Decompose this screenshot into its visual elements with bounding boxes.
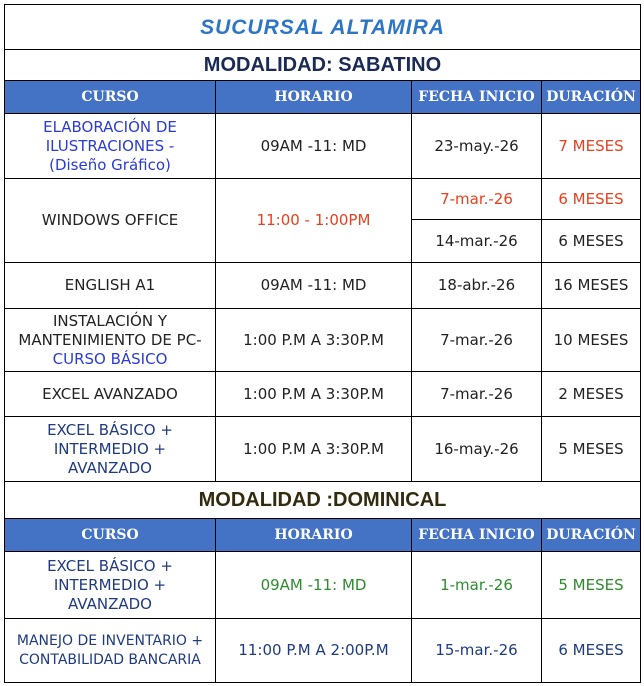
modality-row <box>5 50 641 81</box>
table-row <box>5 619 641 683</box>
course-name <box>5 619 216 683</box>
duration-cell: 16 MESES <box>542 263 641 309</box>
table-row <box>5 309 641 372</box>
schedule-cell: 11:00 - 1:00PM <box>216 179 412 263</box>
table-row <box>5 179 641 220</box>
schedule-cell: 1:00 P.M A 3:30P.M <box>216 417 412 482</box>
duration-cell: 6 MESES <box>542 619 641 683</box>
branch-title: SUCURSAL ALTAMIRA <box>5 5 641 50</box>
col-header-curso: CURSO <box>5 81 216 114</box>
col-header-duracion: DURACIÓN <box>542 519 641 552</box>
col-header-horario: HORARIO <box>216 81 412 114</box>
schedule-cell: 11:00 P.M A 2:00P.M <box>216 619 412 683</box>
duration-cell: 6 MESES <box>542 179 641 220</box>
start-date-cell: 16-may.-26 <box>412 417 542 482</box>
col-header-fecha: FECHA INICIO <box>412 81 542 114</box>
schedule-cell: 09AM -11: MD <box>216 552 412 619</box>
course-name-line: MANTENIMIENTO DE PC- <box>18 330 202 349</box>
course-name <box>5 309 216 372</box>
schedule-cell: 09AM -11: MD <box>216 263 412 309</box>
header-row <box>5 81 641 114</box>
course-name-line: (Diseño Gráfico) <box>49 155 171 174</box>
course-name: ENGLISH A1 <box>5 263 216 309</box>
modality-row <box>5 482 641 519</box>
table-row <box>5 552 641 619</box>
course-name-line: CURSO BÁSICO <box>52 349 168 368</box>
course-name <box>5 552 216 619</box>
start-date-cell: 1-mar.-26 <box>412 552 542 619</box>
course-name-line: INTERMEDIO + <box>53 575 167 594</box>
course-name-line: INTERMEDIO + <box>53 439 167 458</box>
course-name-line: AVANZADO <box>68 458 152 477</box>
table-row <box>5 263 641 309</box>
course-schedule-table <box>4 4 641 683</box>
title-row <box>5 5 641 50</box>
course-name-line: INSTALACIÓN Y <box>53 311 167 330</box>
course-name: EXCEL AVANZADO <box>5 372 216 417</box>
duration-cell: 2 MESES <box>542 372 641 417</box>
course-name-line: AVANZADO <box>68 594 152 613</box>
start-date-cell: 18-abr.-26 <box>412 263 542 309</box>
start-date-cell: 15-mar.-26 <box>412 619 542 683</box>
table-row <box>5 417 641 482</box>
course-name <box>5 114 216 179</box>
start-date-cell: 7-mar.-26 <box>412 372 542 417</box>
duration-cell: 7 MESES <box>542 114 641 179</box>
course-name-line: EXCEL BÁSICO + <box>47 420 173 439</box>
col-header-horario: HORARIO <box>216 519 412 552</box>
table-row <box>5 114 641 179</box>
col-header-fecha: FECHA INICIO <box>412 519 542 552</box>
duration-cell: 5 MESES <box>542 417 641 482</box>
col-header-curso: CURSO <box>5 519 216 552</box>
duration-cell: 6 MESES <box>542 220 641 263</box>
course-name-line: EXCEL BÁSICO + <box>47 556 173 575</box>
modality-dominical: MODALIDAD :DOMINICAL <box>5 482 641 519</box>
schedule-cell: 09AM -11: MD <box>216 114 412 179</box>
schedule-cell: 1:00 P.M A 3:30P.M <box>216 372 412 417</box>
start-date-cell: 14-mar.-26 <box>412 220 542 263</box>
start-date-cell: 7-mar.-26 <box>412 179 542 220</box>
course-name: WINDOWS OFFICE <box>5 179 216 263</box>
duration-cell: 5 MESES <box>542 552 641 619</box>
header-row <box>5 519 641 552</box>
duration-cell: 10 MESES <box>542 309 641 372</box>
start-date-cell: 23-may.-26 <box>412 114 542 179</box>
modality-sabatino: MODALIDAD: SABATINO <box>5 50 641 81</box>
start-date-cell: 7-mar.-26 <box>412 309 542 372</box>
course-name-line: CONTABILIDAD BANCARIA <box>19 651 201 668</box>
course-name <box>5 417 216 482</box>
course-name-line: ILUSTRACIONES - <box>45 136 175 155</box>
course-name-line: ELABORACIÓN DE <box>43 117 177 136</box>
col-header-duracion: DURACIÓN <box>542 81 641 114</box>
table-row <box>5 372 641 417</box>
course-name-line: MANEJO DE INVENTARIO + <box>16 632 204 649</box>
schedule-cell: 1:00 P.M A 3:30P.M <box>216 309 412 372</box>
